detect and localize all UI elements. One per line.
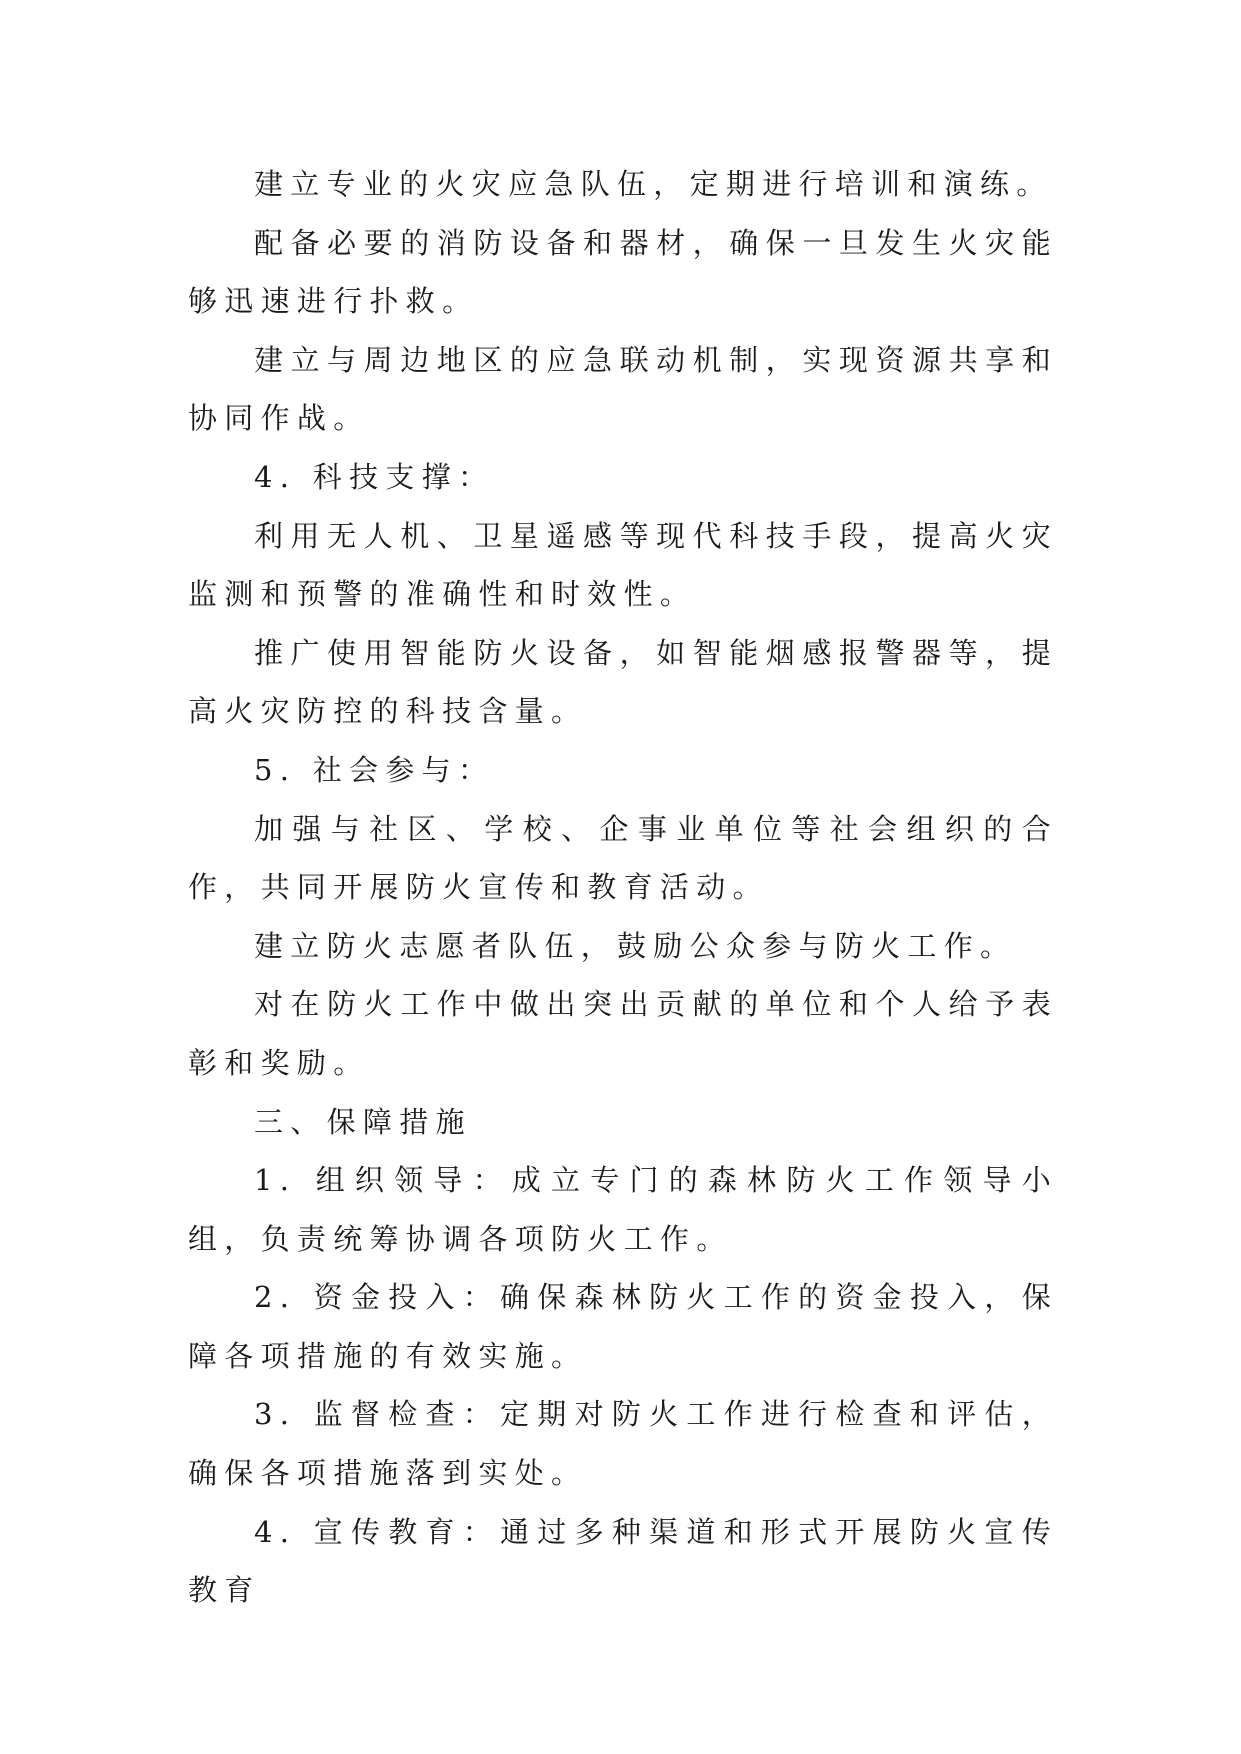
paragraph: 对在防火工作中做出突出贡献的单位和个人给予表彰和奖励。	[188, 987, 1058, 1080]
paragraph: 2. 资金投入：确保森林防火工作的资金投入，保障各项措施的有效实施。	[188, 1280, 1058, 1373]
paragraph: 4. 宣传教育：通过多种渠道和形式开展防火宣传教育	[188, 1514, 1058, 1608]
paragraph: 加强与社区、学校、企事业单位等社会组织的合作，共同开展防火宣传和教育活动。	[188, 811, 1058, 905]
paragraph: 建立与周边地区的应急联动机制，实现资源共享和协同作战。	[188, 342, 1058, 436]
paragraph: 配备必要的消防设备和器材，确保一旦发生火灾能够迅速进行扑救。	[188, 225, 1058, 319]
paragraph: 3. 监督检查：定期对防火工作进行检查和评估，确保各项措施落到实处。	[188, 1397, 1058, 1491]
paragraph: 1. 组织领导：成立专门的森林防火工作领导小组，负责统筹协调各项防火工作。	[188, 1163, 1058, 1256]
section-heading: 5. 社会参与：	[254, 752, 495, 787]
section-heading: 4. 科技支撑：	[254, 459, 495, 494]
paragraph: 利用无人机、卫星遥感等现代科技手段，提高火灾监测和预警的准确性和时效性。	[188, 518, 1058, 612]
paragraph: 建立专业的火灾应急队伍，定期进行培训和演练。	[254, 167, 1053, 201]
chapter-heading: 三、保障措施	[254, 1104, 472, 1139]
document-body	[188, 155, 1058, 1620]
paragraph: 推广使用智能防火设备，如智能烟感报警器等，提高火灾防控的科技含量。	[188, 635, 1058, 729]
paragraph: 建立防火志愿者队伍，鼓励公众参与防火工作。	[254, 928, 1017, 963]
